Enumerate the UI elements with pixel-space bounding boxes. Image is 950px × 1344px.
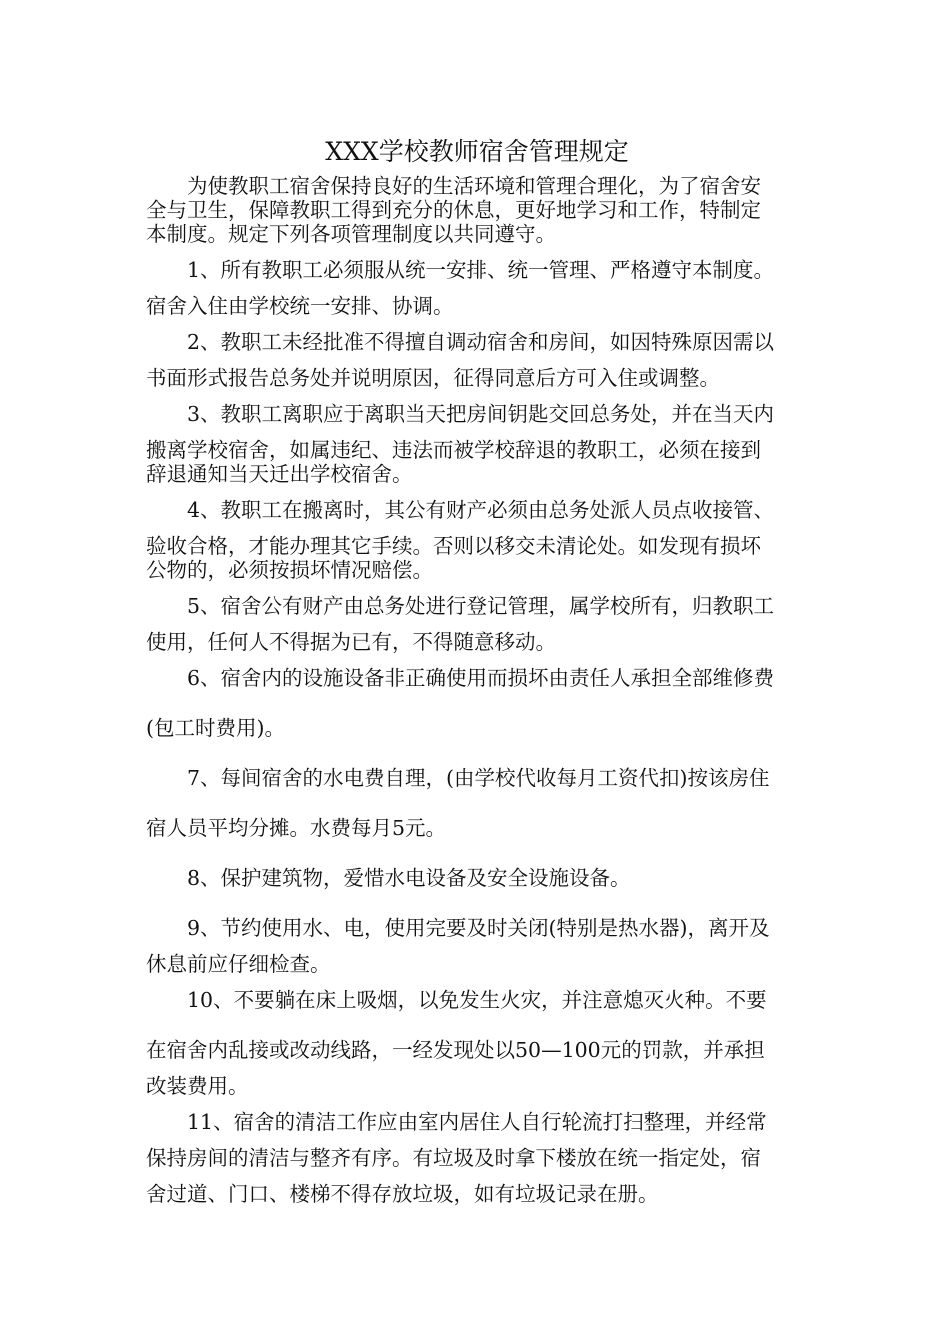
- text-line: 宿舍入住由学校统一安排、协调。: [146, 294, 454, 318]
- text-line: 2、教职工未经批准不得擅自调动宿舍和房间，如因特殊原因需以: [187, 330, 775, 354]
- text-line: 宿人员平均分摊。水费每月5元。: [146, 816, 447, 840]
- text-line: 在宿舍内乱接或改动线路，一经发现处以50—100元的罚款，并承担: [146, 1038, 765, 1062]
- text-line: 1、所有教职工必须服从统一安排、统一管理、严格遵守本制度。: [187, 258, 775, 282]
- rule-paragraph-6: [146, 666, 808, 740]
- text-line: 改装费用。: [146, 1074, 249, 1098]
- text-line: 3、教职工离职应于离职当天把房间钥匙交回总务处，并在当天内: [187, 402, 775, 426]
- text-line: 5、宿舍公有财产由总务处进行登记管理，属学校所有，归教职工: [187, 594, 775, 618]
- text-line: 全与卫生，保障教职工得到充分的休息，更好地学习和工作，特制定: [146, 198, 761, 222]
- text-line: 8、保护建筑物，爱惜水电设备及安全设施设备。: [187, 866, 631, 890]
- text-line: 保持房间的清洁与整齐有序。有垃圾及时拿下楼放在统一指定处，宿: [146, 1146, 761, 1170]
- text-line: (包工时费用)。: [146, 716, 285, 740]
- text-line: 本制度。规定下列各项管理制度以共同遵守。: [146, 222, 556, 246]
- rule-paragraph-4: [146, 498, 808, 582]
- rule-paragraph-2: [146, 330, 808, 390]
- rule-paragraph-7: [146, 766, 808, 840]
- rule-paragraph-11: [146, 1110, 808, 1206]
- rule-paragraph-3: [146, 402, 808, 486]
- text-line: 11、宿舍的清洁工作应由室内居住人自行轮流打扫整理，并经常: [187, 1110, 767, 1134]
- rule-paragraph-1: [146, 258, 808, 318]
- text-line: 6、宿舍内的设施设备非正确使用而损坏由责任人承担全部维修费: [187, 666, 775, 690]
- rule-paragraph-8: [146, 866, 808, 890]
- text-line: 9、节约使用水、电，使用完要及时关闭(特别是热水器)，离开及: [187, 916, 770, 940]
- text-line: 舍过道、门口、楼梯不得存放垃圾，如有垃圾记录在册。: [146, 1182, 659, 1206]
- text-line: 辞退通知当天迁出学校宿舍。: [146, 462, 413, 486]
- rule-paragraph-9: [146, 916, 808, 976]
- text-line: 使用，任何人不得据为已有，不得随意移动。: [146, 630, 556, 654]
- text-line: 验收合格，才能办理其它手续。否则以移交未清论处。如发现有损坏: [146, 534, 761, 558]
- text-line: 休息前应仔细检查。: [146, 952, 331, 976]
- text-line: 搬离学校宿舍，如属违纪、违法而被学校辞退的教职工，必须在接到: [146, 438, 761, 462]
- document-body: [146, 132, 808, 1206]
- text-line: 7、每间宿舍的水电费自理，(由学校代收每月工资代扣)按该房住: [187, 766, 770, 790]
- text-line: 公物的，必须按损坏情况赔偿。: [146, 558, 433, 582]
- text-line: 为使教职工宿舍保持良好的生活环境和管理合理化，为了宿舍安: [187, 174, 761, 198]
- rule-paragraph-5: [146, 594, 808, 654]
- text-line: 10、不要躺在床上吸烟，以免发生火灾，并注意熄灭火种。不要: [187, 988, 767, 1012]
- text-line: 书面形式报告总务处并说明原因，征得同意后方可入住或调整。: [146, 366, 720, 390]
- intro-paragraph: [146, 174, 808, 246]
- text-line: 4、教职工在搬离时，其公有财产必须由总务处派人员点收接管、: [187, 498, 775, 522]
- rule-paragraph-10: [146, 988, 808, 1098]
- document-title: XXX学校教师宿舍管理规定: [325, 137, 629, 166]
